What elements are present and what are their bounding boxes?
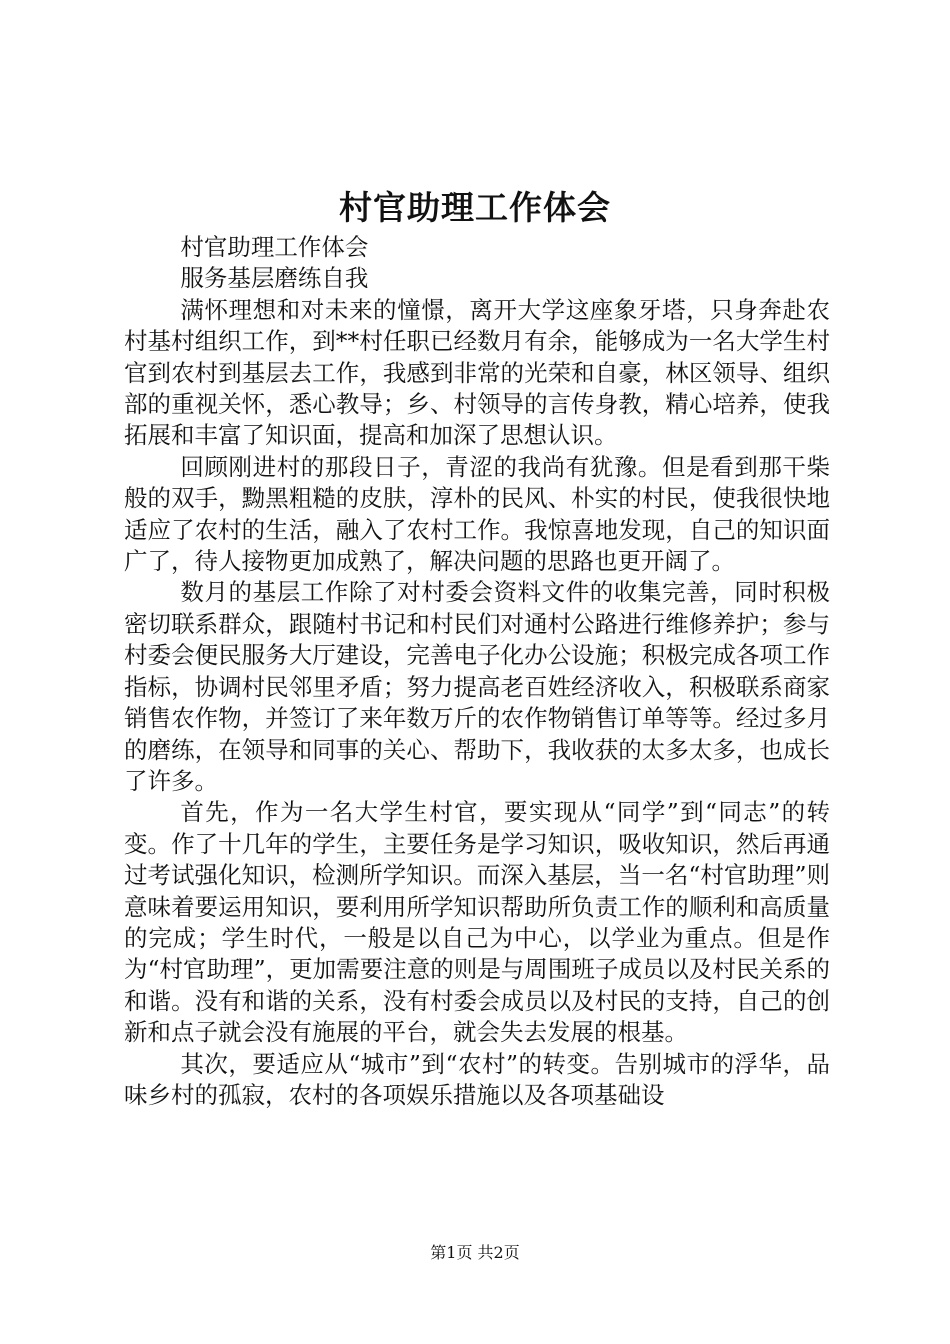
paragraph-subtitle: 村官助理工作体会 bbox=[180, 233, 369, 261]
paragraph: 数月的基层工作除了对村委会资料文件的收集完善，同时积极密切联系群众，跟随村书记和村民们对通村公路进行维修养护；参与村委会便民服务大厅建设，完善电子化办公设施；积极完成各项工作指标，协调村民邻里矛盾；努力提高老百姓经济收入，积极联系商家销售农作物，并签订了来年数万斤的农作物销售订单等等。经过多月的磨练，在领导和同事的关心、帮助下，我收获的太多太多，也成长了许多。 bbox=[124, 578, 830, 795]
paragraph: 首先，作为一名大学生村官，要实现从“同学”到“同志”的转变。作了十几年的学生，主要任务是学习知识，吸收知识，然后再通过考试强化知识，检测所学知识。而深入基层，当一名“村官助理”则意味着要运用知识，要利用所学知识帮助所负责工作的顺利和高质量的完成；学生时代，一般是以自己为中心，以学业为重点。但是作为“村官助理”，更加需要注意的则是与周围班子成员以及村民关系的和谐。没有和谐的关系，没有村委会成员以及村民的支持，自己的创新和点子就会没有施展的平台，就会失去发展的根基。 bbox=[124, 798, 830, 1047]
document-title: 村官助理工作体会 bbox=[339, 188, 611, 227]
document-body bbox=[124, 232, 830, 1111]
paragraph: 其次，要适应从“城市”到“农村”的转变。告别城市的浮华，品味乡村的孤寂，农村的各项娱乐措施以及各项基础设 bbox=[124, 1049, 830, 1109]
paragraph: 回顾刚进村的那段日子，青涩的我尚有犹豫。但是看到那干柴般的双手，黝黑粗糙的皮肤，淳朴的民风、朴实的村民，使我很快地适应了农村的生活，融入了农村工作。我惊喜地发现，自己的知识面广了，待人接物更加成熟了，解决问题的思路也更开阔了。 bbox=[124, 452, 830, 576]
paragraph: 满怀理想和对未来的憧憬，离开大学这座象牙塔，只身奔赴农村基村组织工作，到**村任职已经数月有余，能够成为一名大学生村官到农村到基层去工作，我感到非常的光荣和自豪，林区领导、组织部的重视关怀，悉心教导；乡、村领导的言传身教，精心培养，使我拓展和丰富了知识面，提高和加深了思想认识。 bbox=[124, 295, 830, 450]
page-footer: 第1页 共2页 bbox=[430, 1243, 520, 1262]
paragraph-heading: 服务基层磨练自我 bbox=[180, 264, 369, 293]
